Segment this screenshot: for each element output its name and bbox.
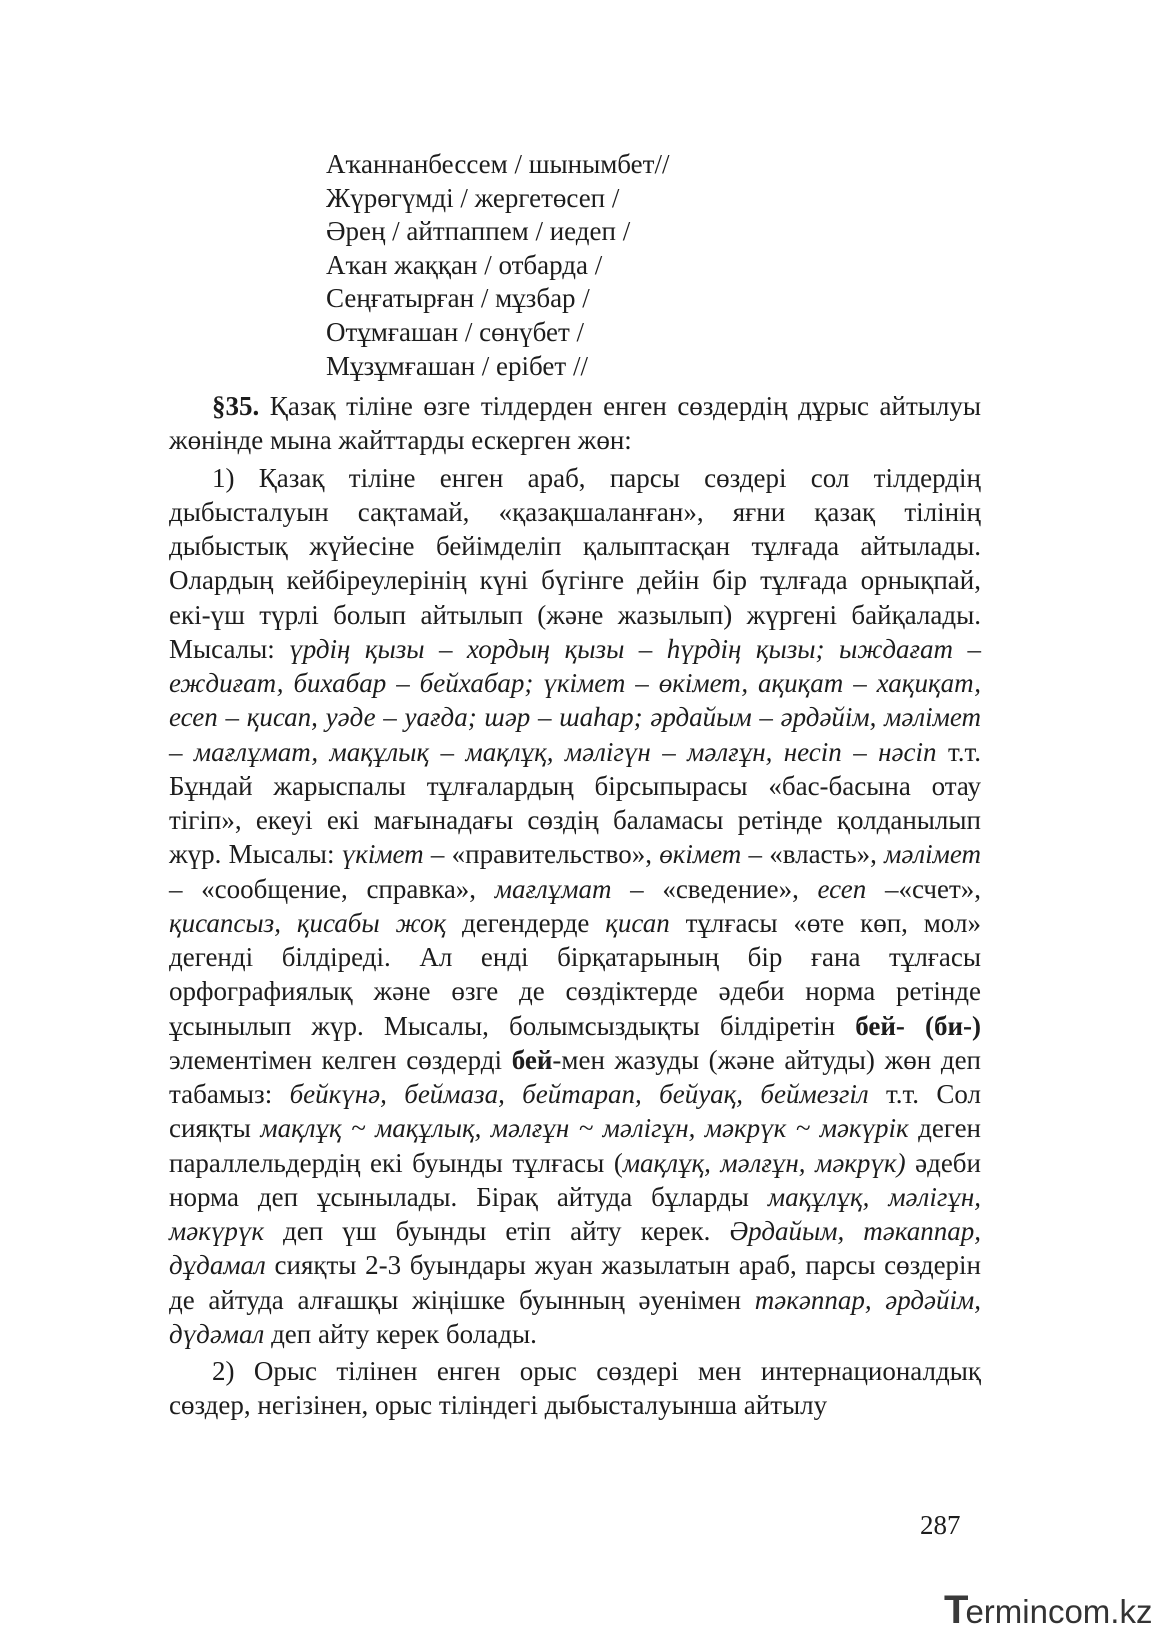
text-run: – «правительство»,	[423, 839, 660, 870]
verse-line: Отұмғашан / сөнүбет /	[326, 316, 585, 347]
text-run: тұлғасы «өте көп, мол» дегенді білдіреді. Ал енді бірқатарының бір ғана тұлғасы орфографиялық және өзге де сөздіктерде әдеби норма ретінде ұсынылып жүр. Мысалы, болымсыздықты білдіретін	[169, 907, 981, 1041]
text-run: т.т. Бұндай жарыспалы тұлғалардың бірсыпырасы «бас-басына отау тігіп», екеуі екі мағынадағы сөздің баламасы ретінде қолданылып жүр. Мысалы:	[169, 736, 981, 870]
italic-example: мағлұмат	[494, 873, 612, 904]
section-intro: Қазақ тіліне өзге тілдерден енген сөздердің дұрыс айтылуы жөнінде мына жайттарды ескерген жөн:	[169, 391, 981, 456]
text-run: дегендерде	[446, 907, 606, 938]
italic-example: мәлімет	[884, 839, 981, 870]
text-run: – «сообщение, справка»,	[169, 873, 495, 904]
italic-example: Әрдайым, тәкаппар, дұдамал	[169, 1216, 981, 1281]
italic-example: мақлұқ, мәлғұн, мәкрүк)	[622, 1147, 906, 1178]
section-number: §35.	[212, 391, 260, 421]
italic-example: қисап	[605, 907, 670, 938]
body-text	[169, 389, 981, 1423]
italic-example: үрдің қызы – хордың қызы – һүрдің қызы; ыждағат – еждиғат, бихабар – бейхабар; үкімет – өкімет, ақиқат – хақиқат, есеп – қисап, уәде – уағда; шәр – шаһар; әрдайым – әрдәйім, мәлімет – мағлұмат, мақұлық – мақлұқ, мәлігүн – мәлғұн, несіп – нәсіп	[169, 633, 981, 767]
verse-block	[326, 148, 846, 383]
italic-example: қисапсыз, қисабы жоқ	[169, 907, 447, 938]
verse-line: Сеңғатырған / мұзбар /	[326, 283, 590, 314]
italic-example: үкімет	[341, 839, 424, 870]
paragraph-2: 2) Орыс тілінен енген орыс сөздері мен интернационалдық сөздер, негізінен, орыс тіліндегі дыбысталуынша айтылу	[169, 1356, 981, 1421]
section-paragraph	[169, 389, 981, 458]
text-run: -мен жазуды (және айтуды) жөн деп табамыз:	[169, 1044, 981, 1109]
termincom-logo: Termincom.kz	[944, 1588, 1153, 1632]
text-run: деп үш буынды етіп айту керек.	[263, 1216, 730, 1246]
italic-example: бейкүнә, беймаза, бейтарап, бейуақ, беймезгіл	[289, 1079, 869, 1109]
italic-example: өкімет	[659, 839, 742, 870]
page-number: 287	[920, 1510, 961, 1540]
italic-example: есеп	[817, 873, 867, 904]
text-run: 1) Қазақ тіліне енген араб, парсы сөздері сол тілдердің дыбысталуын сақтамай, «қазақшаланған», яғни қазақ тілінің дыбыстық жүйесіне бейімделіп қалыптасқан тұлғада айтылады. Олардың кейбіреулерінің күні бүгінге дейін бір тұлғада орнықпай, екі-үш түрлі болып айтылып (және жазылып) жүргені байқалады. Мысалы:	[169, 462, 981, 664]
text-run: т.т. Сол сияқты	[169, 1079, 982, 1144]
verse-line: Жүрөгүмді / жергетөсеп /	[326, 182, 620, 213]
verse-line: Аҡан жаққан / отбарда /	[326, 249, 603, 280]
verse-line: Мұзұмғашан / ерібет //	[326, 350, 588, 381]
text-run: элементімен келген сөздерді	[169, 1044, 512, 1075]
paragraph-1	[169, 461, 981, 1352]
text-run: – «сведение»,	[611, 873, 818, 904]
italic-example: мақлұқ ~ мақұлық, мәлғұн ~ мәлігұн, мәкрүк ~ мәкүрік	[260, 1113, 909, 1144]
italic-example: тәкәппар, әрдәйім, дүдәмал	[169, 1284, 981, 1349]
italic-example: мақұлұқ, мәлігұн, мәкүрүк	[169, 1181, 981, 1246]
verse-line: Әрең / айтпаппем / иедеп /	[326, 216, 631, 247]
text-run: – «власть»,	[741, 839, 885, 870]
text-run: деген параллельдердің екі буынды тұлғасы (	[169, 1113, 982, 1178]
bold-term: бей- (би-)	[855, 1010, 982, 1041]
text-run: әдеби норма деп ұсынылады. Бірақ айтуда бұларды	[169, 1147, 981, 1212]
verse-line: Аҡаннанбессем / шынымбет//	[326, 149, 670, 179]
bold-term: бей	[511, 1044, 553, 1075]
text-run: –«счет»,	[866, 873, 981, 904]
text-run: деп айту керек болады.	[264, 1318, 537, 1349]
text-run: сияқты 2-3 буындары жуан жазылатын араб, парсы сөздерін де айтуда алғашқы жіңішке буынның әуенімен	[169, 1250, 981, 1315]
